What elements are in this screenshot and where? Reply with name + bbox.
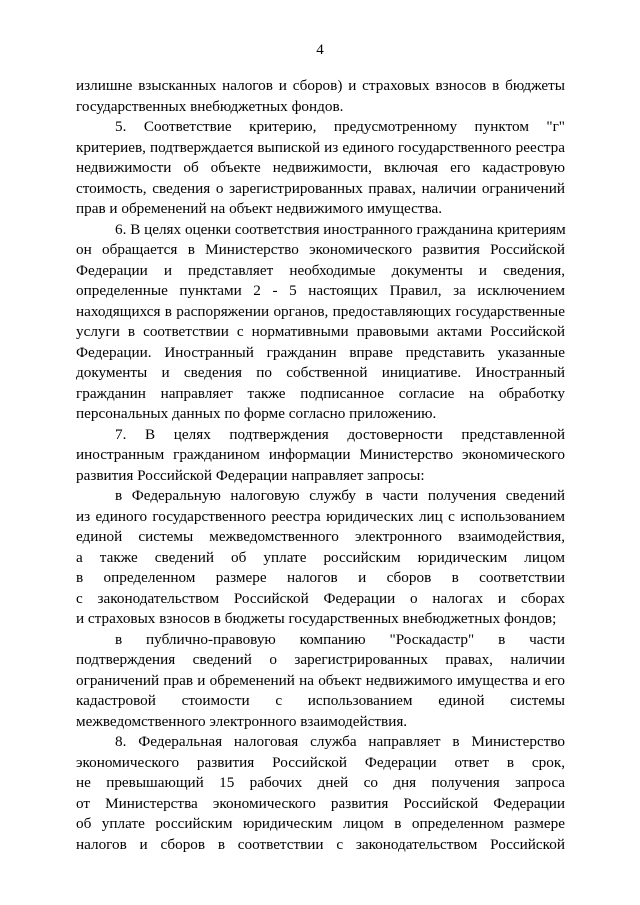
text-line: иностранным гражданином информации Министерство экономического <box>76 446 565 463</box>
text-line: находящихся в распоряжении органов, предоставляющих государственные <box>76 302 565 320</box>
text-line: он обращается в Министерство экономического развития Российской <box>76 241 565 258</box>
text-line: кадастровой стоимости с использованием единой системы <box>76 692 565 709</box>
page-number: 4 <box>316 42 324 58</box>
text-line: услуги в соответствии с нормативными правовыми актами Российской <box>76 323 565 340</box>
text-line: развития Российской Федерации направляет запросы: <box>76 466 425 484</box>
text-line: налогов и сборов в соответствии с законодательством Российской <box>76 835 565 853</box>
text-line: определенные пунктами 2 - 5 настоящих Правил, за исключением <box>76 282 565 299</box>
text-line: недвижимости об объекте недвижимости, включая его кадастровую <box>76 159 565 176</box>
text-line: в определенном размере налогов и сборов в соответствии <box>76 569 565 586</box>
text-line: 5. Соответствие критерию, предусмотренному пунктом "г" <box>115 118 565 135</box>
text-line: из единого государственного реестра юридических лиц с использованием <box>76 507 565 525</box>
text-line: подтверждения сведений о зарегистрированных правах, наличии <box>76 651 565 668</box>
text-line: не превышающий 15 рабочих дней со дня получения запроса <box>76 774 565 791</box>
text-line: ограничений прав и обременений на объект недвижимого имущества и его <box>76 671 565 689</box>
text-line: от Министерства экономического развития Российской Федерации <box>76 794 565 812</box>
text-line: стоимость, сведения о зарегистрированных правах, наличии ограничений <box>76 179 565 197</box>
text-line: гражданин направляет также подписанное согласие на обработку <box>76 384 565 402</box>
text-line: Федерации. Иностранный гражданин вправе представить указанные <box>76 343 565 361</box>
document-body <box>76 76 565 855</box>
text-line: экономического развития Российской Федерации ответ в срок, <box>76 753 565 771</box>
text-line: государственных внебюджетных фондов. <box>76 97 344 115</box>
text-line: с законодательством Российской Федерации о налогах и сборах <box>76 589 565 607</box>
text-line: документы и сведения по собственной инициативе. Иностранный <box>76 364 565 381</box>
text-line: 8. Федеральная налоговая служба направляет в Министерство <box>115 733 565 750</box>
text-line: 7. В целях подтверждения достоверности представленной <box>115 425 565 443</box>
text-line: излишне взысканных налогов и сборов) и страховых взносов в бюджеты <box>76 77 565 94</box>
text-line: единой системы межведомственного электронного взаимодействия, <box>76 528 565 545</box>
text-line: критериев, подтверждается выпиской из единого государственного реестра <box>76 138 565 156</box>
text-line: в публично-правовую компанию "Роскадастр" в части <box>115 630 565 648</box>
text-line: и страховых взносов в бюджеты государственных внебюджетных фондов; <box>76 610 557 627</box>
text-line: об уплате российским юридическим лицом в определенном размере <box>76 815 565 832</box>
text-line: персональных данных по форме согласно приложению. <box>76 405 437 422</box>
text-line: а также сведений об уплате российским юридическим лицом <box>76 548 565 566</box>
text-line: прав и обременений на объект недвижимого имущества. <box>76 200 443 217</box>
text-line: Федерации и представляет необходимые документы и сведения, <box>76 261 565 279</box>
text-line: 6. В целях оценки соответствия иностранного гражданина критериям <box>115 220 566 238</box>
text-line: в Федеральную налоговую службу в части получения сведений <box>115 487 565 504</box>
text-line: межведомственного электронного взаимодействия. <box>76 712 408 730</box>
